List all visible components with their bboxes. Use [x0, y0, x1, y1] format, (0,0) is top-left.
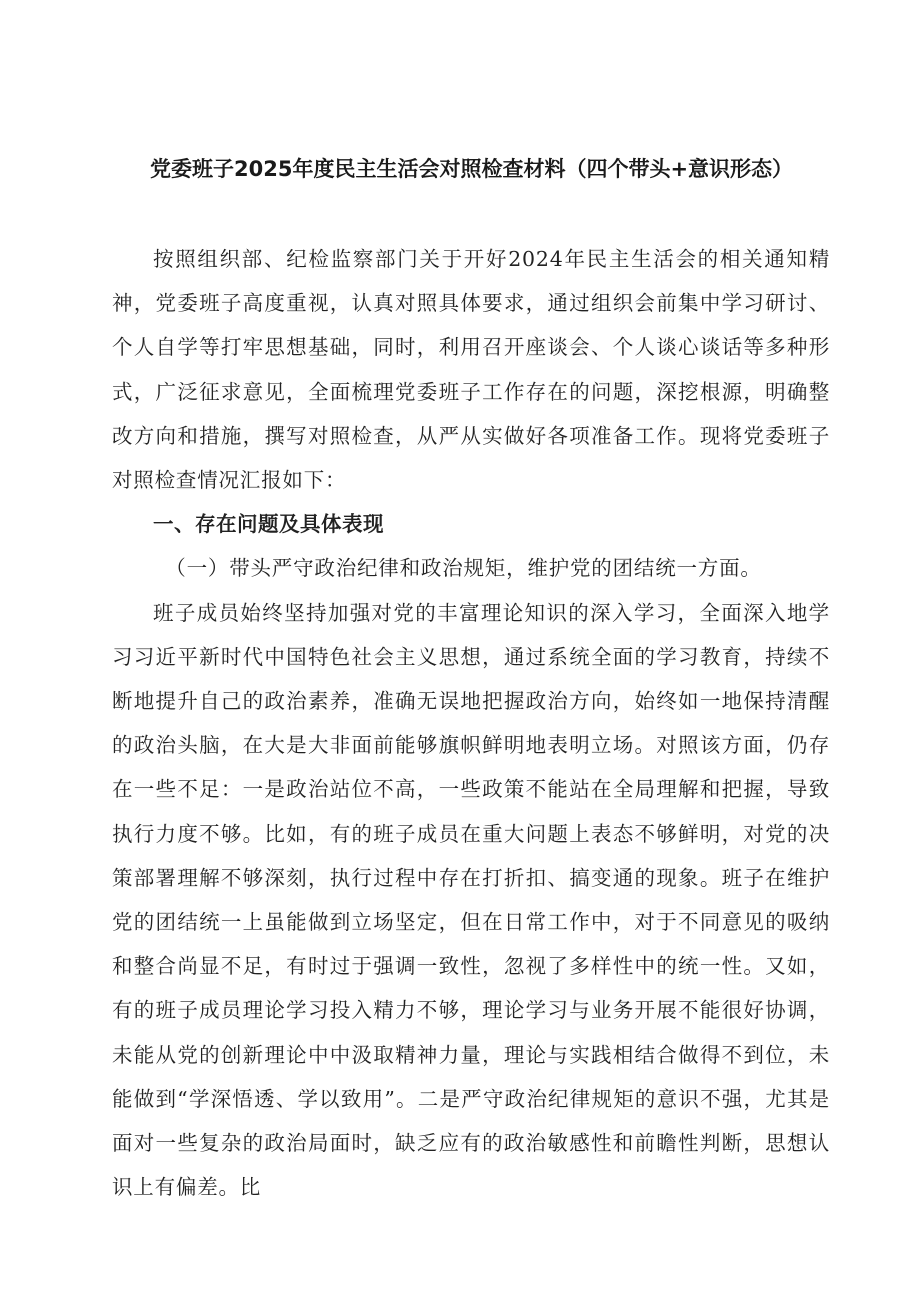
subsection-heading: （一）带头严守政治纪律和政治规矩，维护党的团结统一方面。 — [165, 556, 762, 581]
body-paragraph: 班子成员始终坚持加强对党的丰富理论知识的深入学习，全面深入地学习习近平新时代中国特色社会主义思想，通过系统全面的学习教育，持续不断地提升自己的政治素养，准确无误地把握政治方向，始终如一地保持清醒的政治头脑，在大是大非面前能够旗帜鲜明地表明立场。对照该方面，仍存在一些不足：一是政治站位不高，一些政策不能站在全局理解和把握，导致执行力度不够。比如，有的班子成员在重大问题上表态不够鲜明，对党的决策部署理解不够深刻，执行过程中存在打折扣、搞变通的现象。班子在维护党的团结统一上虽能做到立场坚定，但在日常工作中，对于不同意见的吸纳和整合尚显不足，有时过于强调一致性，忽视了多样性中的统一性。又如，有的班子成员理论学习投入精力不够，理论学习与业务开展不能很好协调，未能从党的创新理论中中汲取精神力量，理论与实践相结合做得不到位，未能做到“学深悟透、学以致用”。二是严守政治纪律规矩的意识不强，尤其是面对一些复杂的政治局面时，缺乏应有的政治敏感性和前瞻性判断，思想认识上有偏差。比 — [112, 600, 830, 1200]
document-body — [112, 237, 830, 1209]
section-heading: 一、存在问题及具体表现 — [153, 512, 384, 537]
document-title: 党委班子2025年度民主生活会对照检查材料（四个带头+意识形态） — [150, 157, 794, 181]
intro-paragraph: 按照组织部、纪检监察部门关于开好2024年民主生活会的相关通知精神，党委班子高度重视，认真对照具体要求，通过组织会前集中学习研讨、个人自学等打牢思想基础，同时，利用召开座谈会、个人谈心谈话等多种形式，广泛征求意见，全面梳理党委班子工作存在的问题，深挖根源，明确整改方向和措施，撰写对照检查，从严从实做好各项准备工作。现将党委班子对照检查情况汇报如下： — [112, 247, 830, 493]
